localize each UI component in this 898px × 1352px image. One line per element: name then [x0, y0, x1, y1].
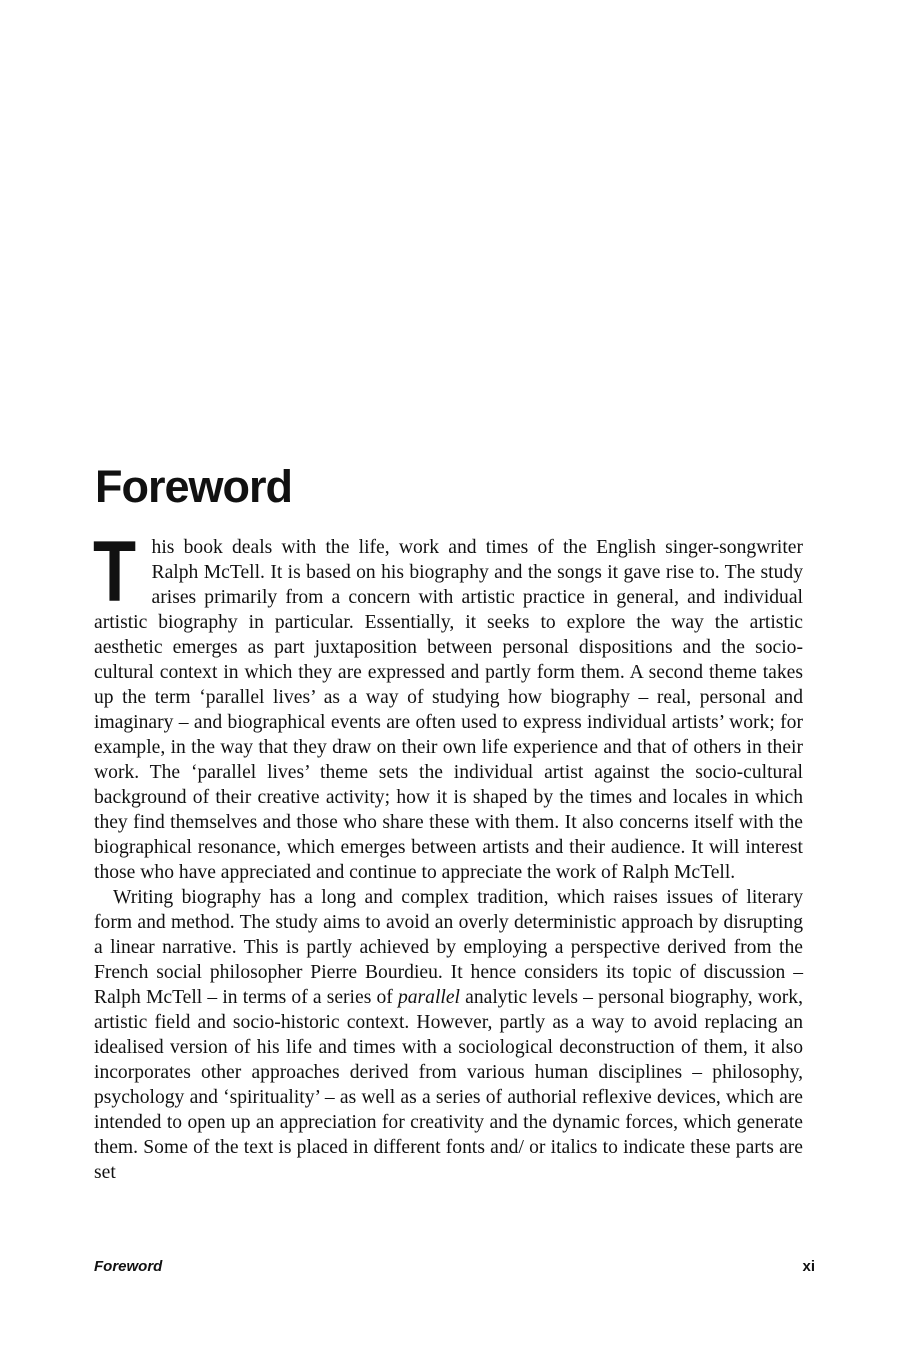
- paragraph-2-text-a: Writing biography has a long and complex tradition, which raises issues of literary form and method. The study aims to avoid an overly deterministic approach by disrupting a linear narrative. This is partly achieved by employing a perspective derived from the French social philosopher Pierre Bourdieu. It hence considers its topic of discussion – Ralph McTell – in terms of a series of: [94, 887, 803, 1008]
- paragraph-2-text-b: analytic levels – personal biography, work, artistic field and socio-historic context. However, partly as a way to avoid replacing an idealised version of his life and times with a sociological deconstruction of them, it also incorporates other approaches derived from various human disciplines – philosophy, psychology and ‘spirituality’ – as well as a series of authorial reflexive devices, which are intended to open up an appreciation for creativity and the dynamic forces, which generate them. Some of the text is placed in different fonts and/ or italics to indicate these parts are set: [94, 987, 803, 1183]
- page-title: Foreword: [95, 461, 293, 512]
- paragraph-1-text: his book deals with the life, work and times of the English singer-songwriter Ralph McTell. It is based on his biography and the songs it gave rise to. The study arises primarily from a concern with artistic practice in general, and individual artistic biography in particular. Essentially, it seeks to explore the way the artistic aesthetic emerges as part juxtaposition between personal dispositions and the socio-cultural context in which they are expressed and partly form them. A second theme takes up the term ‘parallel lives’ as a way of studying how biography – real, personal and imaginary – and biographical events are often used to express individual artists’ work; for example, in the way that they draw on their own life experience and that of others in their work. The ‘parallel lives’ theme sets the individual artist against the socio-cultural background of their creative activity; how it is shaped by the times and locales in which they find themselves and those who share these with them. It also concerns itself with the biographical resonance, which emerges between artists and their audience. It will interest those who have appreciated and continue to appreciate the work of Ralph McTell.: [94, 537, 803, 883]
- page-number: xi: [802, 1258, 815, 1275]
- drop-cap: T: [93, 524, 137, 620]
- body-text: [93, 524, 803, 1185]
- paragraph-1: [93, 524, 803, 885]
- paragraph-2-italic: parallel: [397, 987, 460, 1008]
- running-footer-title: Foreword: [94, 1258, 163, 1275]
- paragraph-2: [94, 885, 803, 1185]
